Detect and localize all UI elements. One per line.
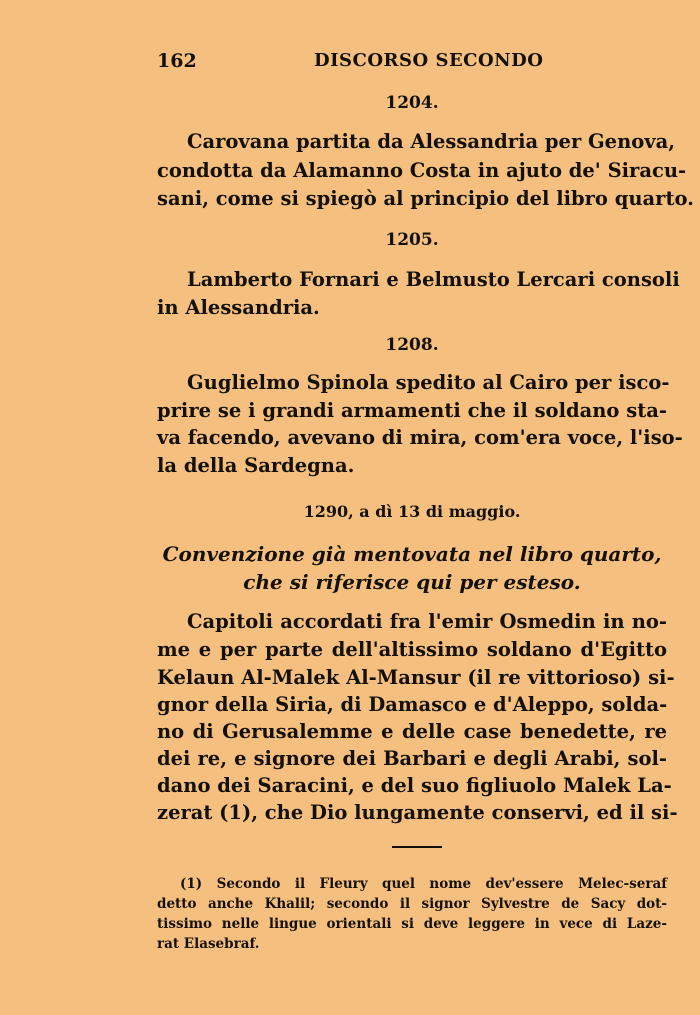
convention-title: Convenzione già mentovata nel libro quarto, <box>162 542 662 566</box>
text-line: prire se i grandi armamenti che il soldano sta- <box>157 399 667 422</box>
footnote-line: rat Elasebraf. <box>157 936 260 952</box>
entry-year: 1204. <box>385 93 439 113</box>
footnote-divider <box>392 846 442 848</box>
text-line: Carovana partita da Alessandria per Genova, <box>187 130 676 153</box>
page-header <box>157 50 667 74</box>
text-line: in Alessandria. <box>157 296 320 319</box>
footnote-line: tissimo nelle lingue orientali si deve leggere in vece di Laze- <box>157 916 667 932</box>
entry-year: 1208. <box>385 335 439 355</box>
text-line: Capitoli accordati fra l'emir Osmedin in no- <box>187 610 667 633</box>
text-line: zerat (1), che Dio lungamente conservi, ed il si- <box>157 801 678 824</box>
text-line: me e per parte dell'altissimo soldano d'Egitto <box>157 638 667 661</box>
text-line: Lamberto Fornari e Belmusto Lercari consoli <box>187 268 680 291</box>
entry-year: 1205. <box>385 230 439 250</box>
text-line: Guglielmo Spinola spedito al Cairo per isco- <box>187 371 670 394</box>
text-line: dano dei Saracini, e del suo figliuolo Malek La- <box>157 774 672 797</box>
text-line: la della Sardegna. <box>157 454 355 477</box>
text-line: sani, come si spiegò al principio del libro quarto. <box>157 187 694 210</box>
text-line: gnor della Siria, di Damasco e d'Aleppo, solda- <box>157 693 668 716</box>
text-line: condotta da Alamanno Costa in ajuto de' Siracu- <box>157 159 687 182</box>
convention-title: che si riferisce qui per esteso. <box>243 570 581 594</box>
running-head: DISCORSO SECONDO <box>314 50 544 71</box>
text-line: va facendo, avevano di mira, com'era voce, l'iso- <box>157 426 683 449</box>
footnote-line: (1) Secondo il Fleury quel nome dev'essere Melec-seraf <box>180 876 667 892</box>
text-line: dei re, e signore dei Barbari e degli Arabi, sol- <box>157 747 667 770</box>
text-line: no di Gerusalemme e delle case benedette, re <box>157 720 667 743</box>
page-number: 162 <box>157 50 197 72</box>
footnote-line: detto anche Khalil; secondo il signor Sylvestre de Sacy dot- <box>157 896 667 912</box>
text-line: Kelaun Al-Malek Al-Mansur (il re vittorioso) si- <box>157 666 675 689</box>
convention-date: 1290, a dì 13 di maggio. <box>303 502 521 521</box>
